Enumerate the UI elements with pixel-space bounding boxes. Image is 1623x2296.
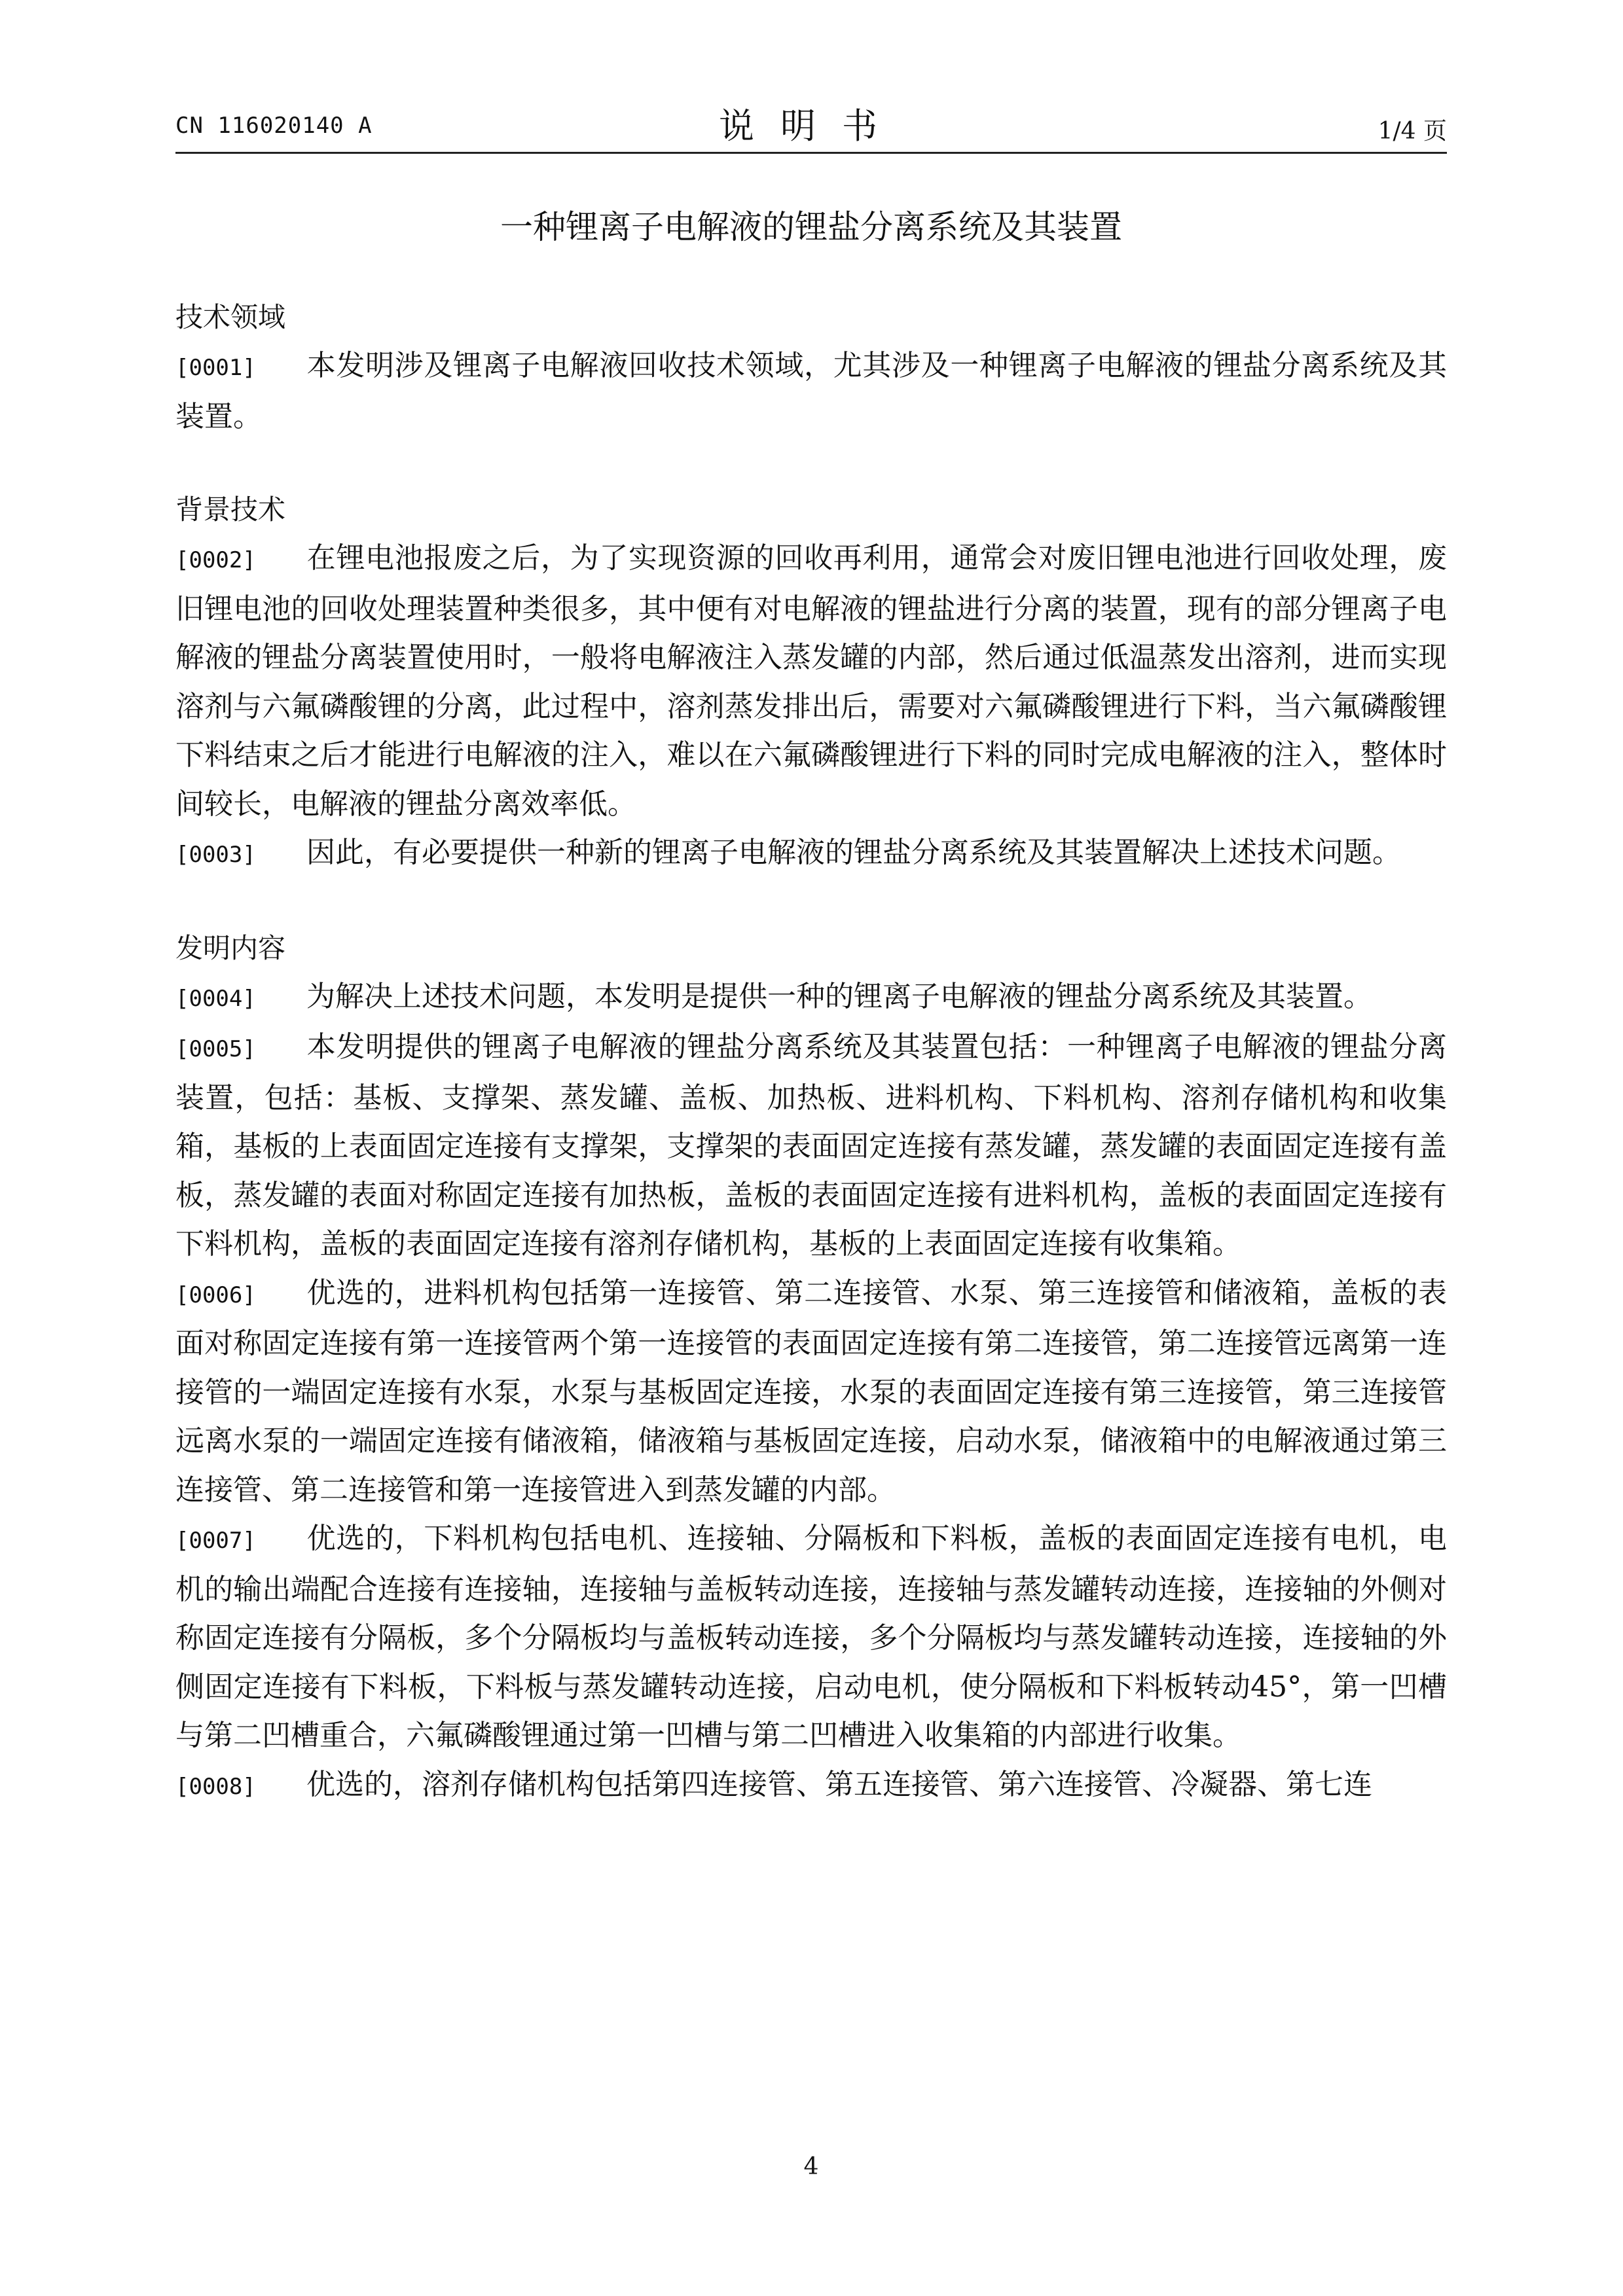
paragraph-0001 [175,342,1447,441]
paragraph-number: [0008] [175,1773,256,1800]
paragraph-text: 为解决上述技术问题，本发明是提供一种的锂离子电解液的锂盐分离系统及其装置。 [306,979,1372,1013]
paragraph-0008 [175,1761,1447,1812]
paragraph-text: 本发明提供的锂离子电解液的锂盐分离系统及其装置包括：一种锂离子电解液的锂盐分离装置，包括：基板、支撑架、蒸发罐、盖板、加热板、进料机构、下料机构、溶剂存储机构和收集箱，基板的上表面固定连接有支撑架，支撑架的表面固定连接有蒸发罐，蒸发罐的表面固定连接有盖板，蒸发罐的表面对称固定连接有加热板，盖板的表面固定连接有进料机构，盖板的表面固定连接有下料机构，盖板的表面固定连接有溶剂存储机构，基板的上表面固定连接有收集箱。 [175,1030,1447,1261]
paragraph-number: [0005] [175,1036,256,1062]
section-spacer [175,441,1447,486]
paragraph-0003 [175,829,1447,880]
paragraph-0004 [175,973,1447,1024]
paragraph-0005 [175,1023,1447,1269]
paragraph-text: 本发明涉及锂离子电解液回收技术领域，尤其涉及一种锂离子电解液的锂盐分离系统及其装置。 [175,349,1447,433]
paragraph-0007 [175,1515,1447,1761]
section-heading-summary: 发明内容 [175,931,286,964]
section-spacer [175,880,1447,924]
paragraph-0006 [175,1269,1447,1515]
paragraph-number: [0007] [175,1528,256,1554]
publication-number: CN 116020140 A [175,113,373,139]
paragraph-number: [0001] [175,355,256,381]
document-title: 一种锂离子电解液的锂盐分离系统及其装置 [500,208,1122,246]
page-number: 4 [803,2153,819,2180]
paragraph-text: 优选的，进料机构包括第一连接管、第二连接管、水泵、第三连接管和储液箱，盖板的表面对称固定连接有第一连接管两个第一连接管的表面固定连接有第二连接管，第二连接管远离第一连接管的一端固定连接有水泵，水泵与基板固定连接，水泵的表面固定连接有第三连接管，第三连接管远离水泵的一端固定连接有储液箱，储液箱与基板固定连接，启动水泵，储液箱中的电解液通过第三连接管、第二连接管和第一连接管进入到蒸发罐的内部。 [175,1276,1447,1507]
section-heading-technical-field: 技术领域 [175,301,286,333]
paragraph-number: [0002] [175,547,256,573]
paragraph-text: 优选的，溶剂存储机构包括第四连接管、第五连接管、第六连接管、冷凝器、第七连 [306,1767,1372,1801]
paragraph-text: 优选的，下料机构包括电机、连接轴、分隔板和下料板，盖板的表面固定连接有电机，电机的输出端配合连接有连接轴，连接轴与盖板转动连接，连接轴与蒸发罐转动连接，连接轴的外侧对称固定连接有分隔板，多个分隔板均与盖板转动连接，多个分隔板均与蒸发罐转动连接，连接轴的外侧固定连接有下料板，下料板与蒸发罐转动连接，启动电机，使分隔板和下料板转动45°，第一凹槽与第二凹槽重合，六氟磷酸锂通过第一凹槽与第二凹槽进入收集箱的内部进行收集。 [175,1522,1447,1752]
page-count: 1/4 页 [1377,118,1447,145]
section-heading-background: 背景技术 [175,493,286,526]
page-header [175,98,1447,151]
document-body [175,293,1447,1811]
paragraph-number: [0006] [175,1282,256,1308]
paragraph-0002 [175,534,1447,829]
header-divider [175,152,1447,154]
paragraph-number: [0004] [175,985,256,1012]
paragraph-text: 因此，有必要提供一种新的锂离子电解液的锂盐分离系统及其装置解决上述技术问题。 [306,836,1401,869]
paragraph-text: 在锂电池报废之后，为了实现资源的回收再利用，通常会对废旧锂电池进行回收处理，废旧锂电池的回收处理装置种类很多，其中便有对电解液的锂盐进行分离的装置，现有的部分锂离子电解液的锂盐分离装置使用时，一般将电解液注入蒸发罐的内部，然后通过低温蒸发出溶剂，进而实现溶剂与六氟磷酸锂的分离，此过程中，溶剂蒸发排出后，需要对六氟磷酸锂进行下料，当六氟磷酸锂下料结束之后才能进行电解液的注入，难以在六氟磷酸锂进行下料的同时完成电解液的注入，整体时间较长，电解液的锂盐分离效率低。 [175,541,1447,821]
paragraph-number: [0003] [175,842,256,868]
document-type: 说明书 [719,105,903,147]
